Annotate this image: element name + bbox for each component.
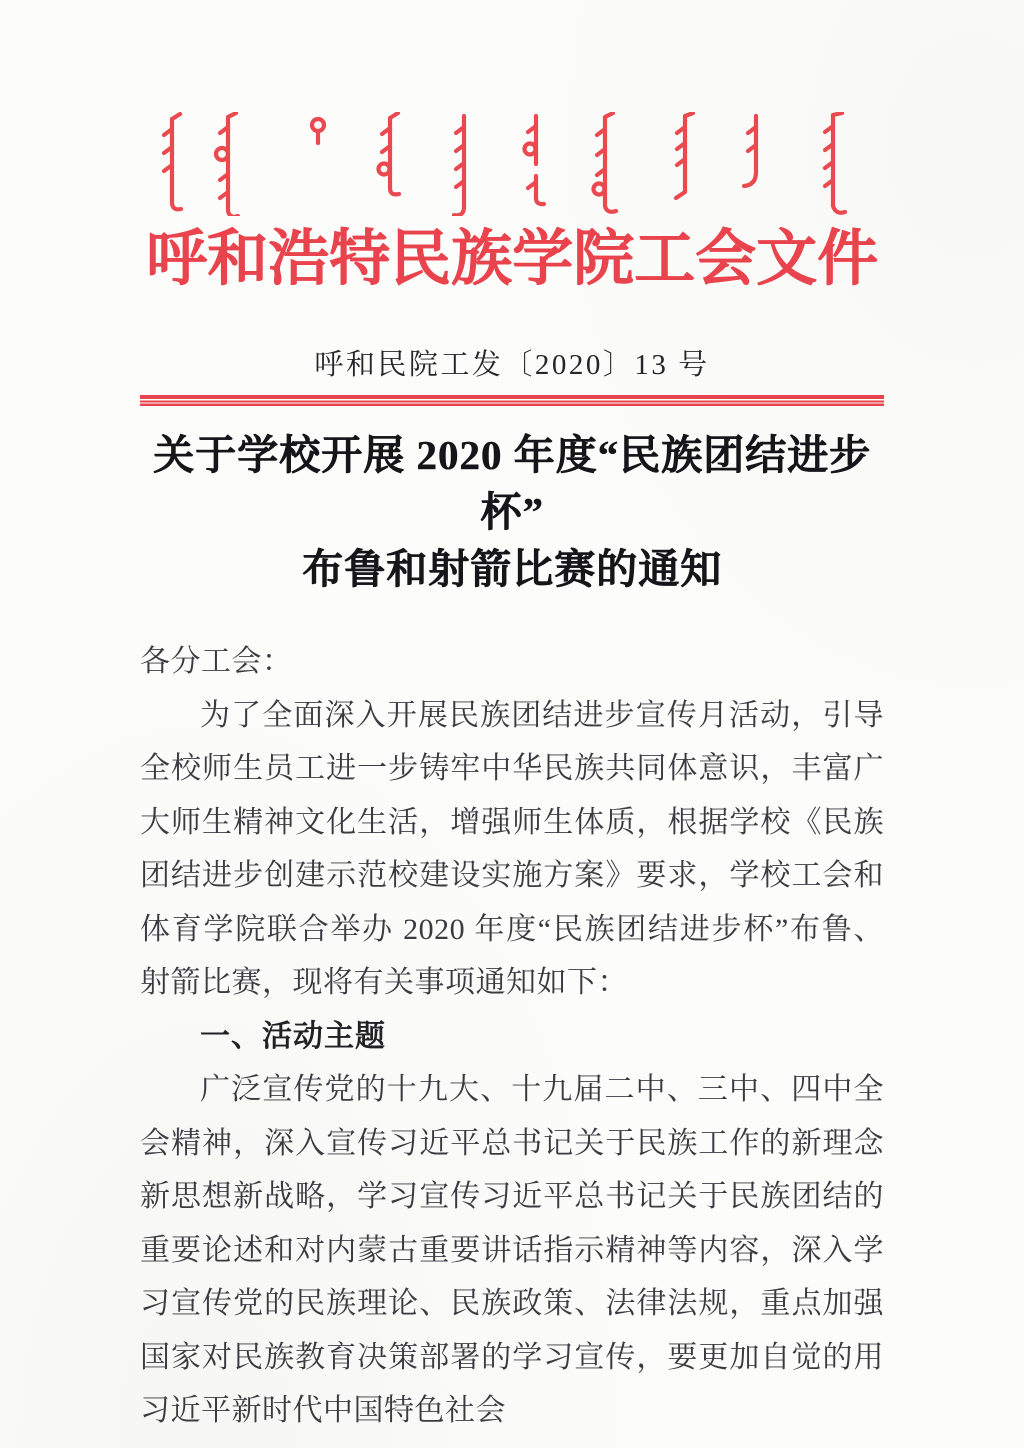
doc-title-line2: 布鲁和射箭比赛的通知 — [302, 546, 722, 592]
org-title: 呼和浩特民族学院工会文件 — [145, 226, 878, 293]
doc-title — [140, 427, 884, 598]
salutation: 各分工会： — [140, 645, 293, 678]
intro-paragraph: 为了全面深入开展民族团结进步宣传月活动，引导全校师生员工进一步铸牢中华民族共同体意识，丰富广大师生精神文化生活，增强师生体质，根据学校《民族团结进步创建示范校建设实施方案》要求，学校工会和体育学院联合举办 2020 年度“民族团结进步杯”布鲁、射箭比赛，现将有关事项通知如下： — [140, 698, 884, 999]
mongolian-script-icon — [140, 112, 884, 216]
red-divider-rule — [140, 395, 884, 406]
doc-title-line1: 关于学校开展 2020 年度“民族团结进步杯” — [153, 432, 871, 535]
mongolian-script-header — [140, 112, 884, 216]
doc-number: 呼和民院工发〔2020〕13 号 — [314, 349, 710, 381]
section-1-paragraph: 广泛宣传党的十九大、十九届二中、三中、四中全会精神，深入宣传习近平总书记关于民族工作的新理念新思想新战略，学习宣传习近平总书记关于民族团结的重要论述和对内蒙古重要讲话指示精神等内容，深入学习宣传党的民族理论、民族政策、法律法规，重点加强国家对民族教育决策部署的学习宣传，要更加自觉的用习近平新时代中国特色社会 — [140, 1073, 884, 1427]
document-content — [0, 112, 1024, 1438]
section-1-heading: 一、活动主题 — [200, 1019, 386, 1053]
document-body — [140, 635, 884, 1438]
